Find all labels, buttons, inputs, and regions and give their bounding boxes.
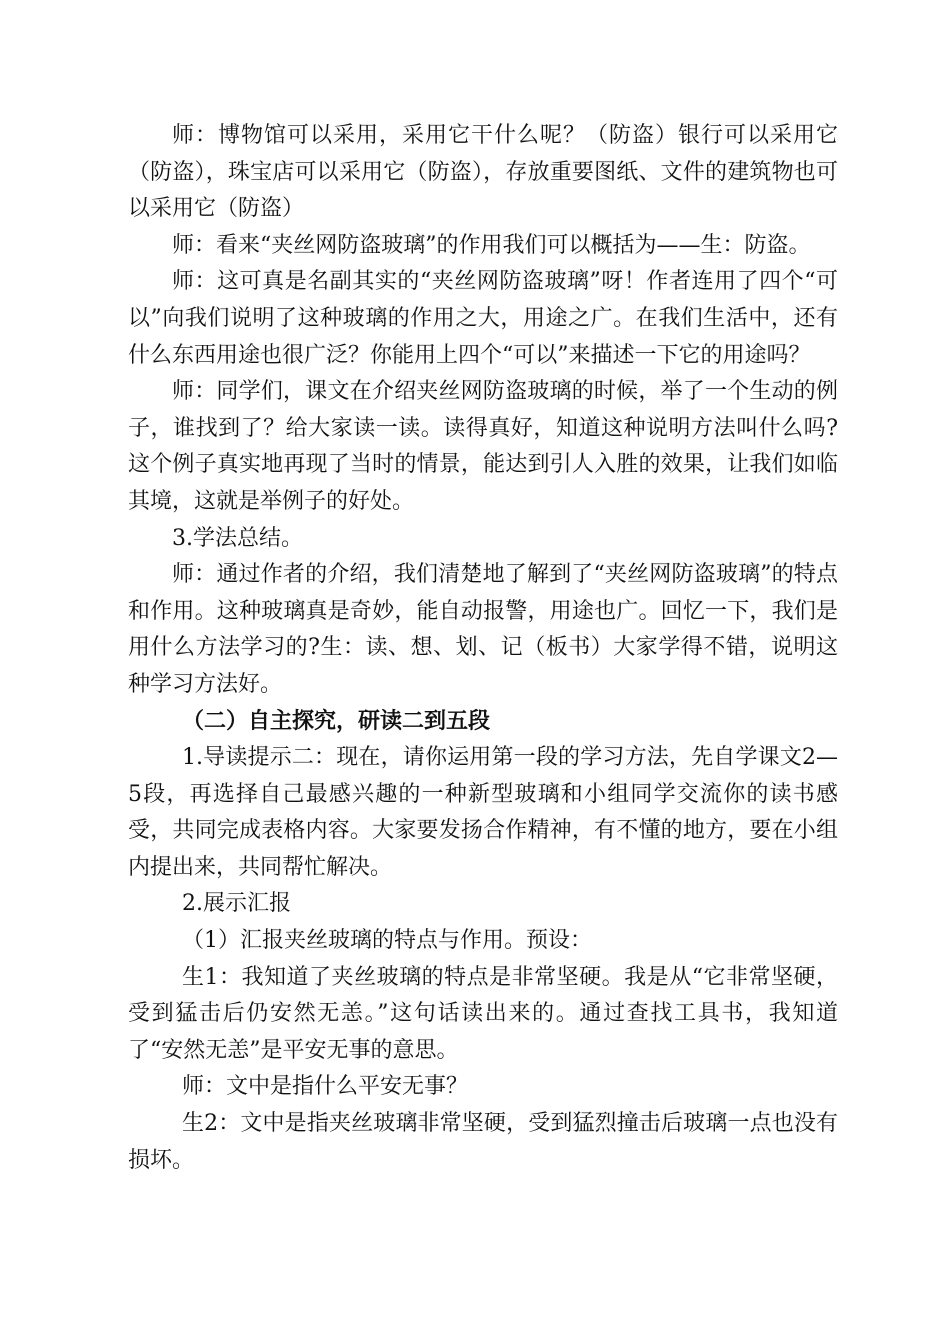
section-heading: （二）自主探究，研读二到五段 [182,708,491,734]
paragraph-example: 师：同学们，课文在介绍夹丝网防盗玻璃的时候，举了一个生动的例子，谁找到了？给大家读一读。读得真好，知道这种说明方法叫什么吗?这个例子真实地再现了当时的情景，能达到引人入胜的效果，让我们如临其境，这就是举例子的好处。 [128,379,838,514]
paragraph-guide-two: 1.导读提示二：现在，请你运用第一段的学习方法，先自学课文2—5段，再选择自己最感兴趣的一种新型玻璃和小组同学交流你的读书感受，共同完成表格内容。大家要发扬合作精神，有不懂的地方，要在小组内提出来，共同帮忙解决。 [128,745,838,880]
paragraph-student-1: 生1：我知道了夹丝玻璃的特点是非常坚硬。我是从“它非常坚硬，受到猛击后仍安然无恙。”这句话读出来的。通过查找工具书，我知道了“安然无恙”是平安无事的意思。 [128,964,838,1063]
paragraph-teacher-question: 师：文中是指什么平安无事？ [182,1074,469,1100]
paragraph-show-report: 2.展示汇报 [182,891,291,917]
paragraph-four-kyi: 师：这可真是名副其实的“夹丝网防盗玻璃”呀！作者连用了四个“可以”向我们说明了这种玻璃的作用之大，用途之广。在我们生活中，还有什么东西用途也很广泛？你能用上四个“可以”来描述一下它的用途吗？ [128,269,838,368]
paragraph-method-summary-title: 3.学法总结。 [172,525,303,551]
paragraph-summary-function: 师：看来“夹丝网防盗玻璃”的作用我们可以概括为——生：防盗。 [172,232,811,258]
paragraph-museum-uses: 师：博物馆可以采用，采用它干什么呢？（防盗）银行可以采用它（防盗），珠宝店可以采用它（防盗），存放重要图纸、文件的建筑物也可以采用它（防盗） [128,123,838,222]
paragraph-student-2: 生2：文中是指夹丝玻璃非常坚硬，受到猛烈撞击后玻璃一点也没有损坏。 [128,1111,838,1173]
paragraph-report-wired-glass: （1）汇报夹丝玻璃的特点与作用。预设： [182,928,592,954]
paragraph-method-summary: 师：通过作者的介绍，我们清楚地了解到了“夹丝网防盗玻璃”的特点和作用。这种玻璃真是奇妙，能自动报警，用途也广。回忆一下，我们是用什么方法学习的?生：读、想、划、记（板书）大家学得不错，说明这种学习方法好。 [128,562,838,697]
document-page [128,118,838,1179]
